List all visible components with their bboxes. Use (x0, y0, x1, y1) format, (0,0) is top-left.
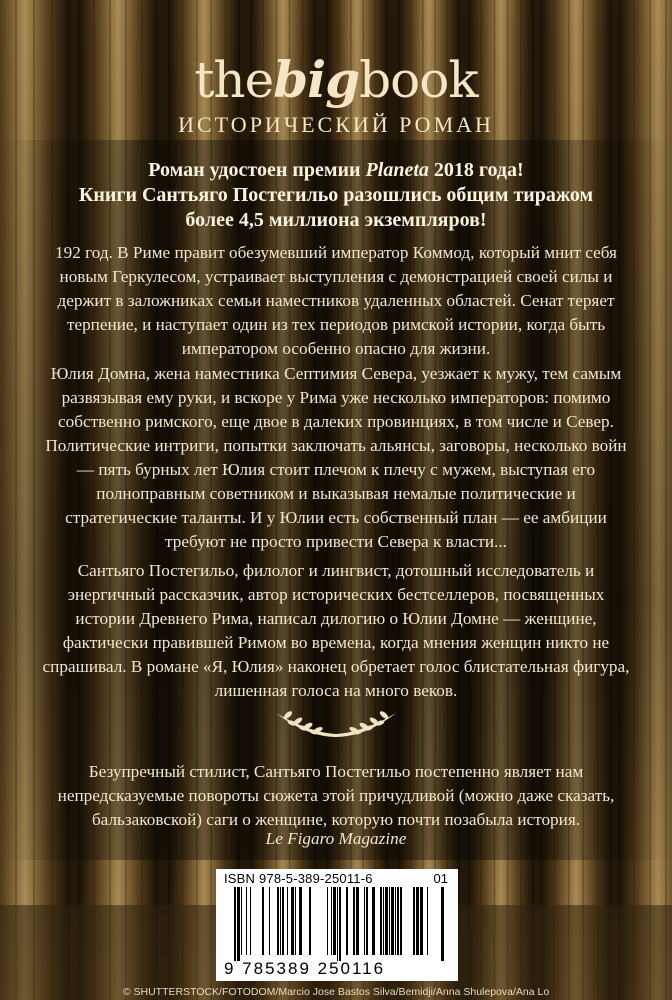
isbn-barcode (216, 869, 458, 981)
author-paragraph: Сантьяго Постегильо, филолог и лингвист, дотошный исследователь и энергичный рассказчик, автор исторических бестселлеров, посвященных истории Древнего Рима, написал дилогию о Юлии Домне — женщине, фактически правившей Римом во времена, когда мнения женщин никто не спрашивал. В романе «Я, Юлия» наконец обретает голос блистательная фигура, лишенная голоса на много веков. (42, 561, 630, 700)
isbn-extension: 01 (433, 871, 448, 886)
press-review-quote: Безупречный стилист, Сантьяго Постегильо постепенно являет нам непредсказуемые повороты сюжета этой причудливой (можно даже сказать, бальзаковской) саги о женщине, которую почти позабыла история. (57, 762, 615, 829)
award-line-1: Роман удостоен премии Planeta 2018 года! (148, 159, 524, 181)
barcode-bars (220, 887, 454, 961)
review-source: Le Figaro Magazine (265, 829, 407, 848)
genre-label: ИСТОРИЧЕСКИЙ РОМАН (178, 112, 494, 137)
photo-credit: © SHUTTERSTOCK/FOTODOM/Marcio Jose Bastos Silva/Bemidji/Anna Shulepova/Ana Lo (122, 986, 550, 998)
publisher-logo: thebigbook (194, 50, 478, 109)
award-announcement (60, 158, 612, 233)
award-line-3: более 4,5 миллиона экземпляров! (185, 209, 487, 231)
laurel-ornament (266, 703, 406, 743)
synopsis-paragraph-1: 192 год. В Риме правит обезумевший император Коммод, который мнит себя новым Геркулесом, устраивает выступления с демонстрацией своей силы и держит в заложниках семьи наместников удаленных областей. Сенат теряет терпение, и наступает один из тех периодов римской истории, когда быть императором особенно опасно для жизни. (55, 243, 617, 358)
isbn-label: ISBN 978-5-389-25011-6 (224, 871, 373, 886)
award-line-2: Книги Сантьяго Постегильо разошлись общим тиражом (78, 184, 594, 206)
barcode-digits: 9 785389 250116 (224, 959, 386, 978)
synopsis-paragraph-2: Юлия Домна, жена наместника Септимия Севера, уезжает к мужу, тем самым развязывая ему руки, и вскоре у Рима уже несколько императоров: помимо собственно римского, еще двое в далеких провинциях, в том числе и Север. Политические интриги, попытки заключать альянсы, заговоры, несколько войн — пять бурных лет Юлия стоит плечом к плечу с мужем, выступая его полноправным советником и выказывая немалые политические и стратегические таланты. И у Юлии есть собственный план — ее амбиции требуют не просто привести Севера к власти... (45, 364, 627, 551)
